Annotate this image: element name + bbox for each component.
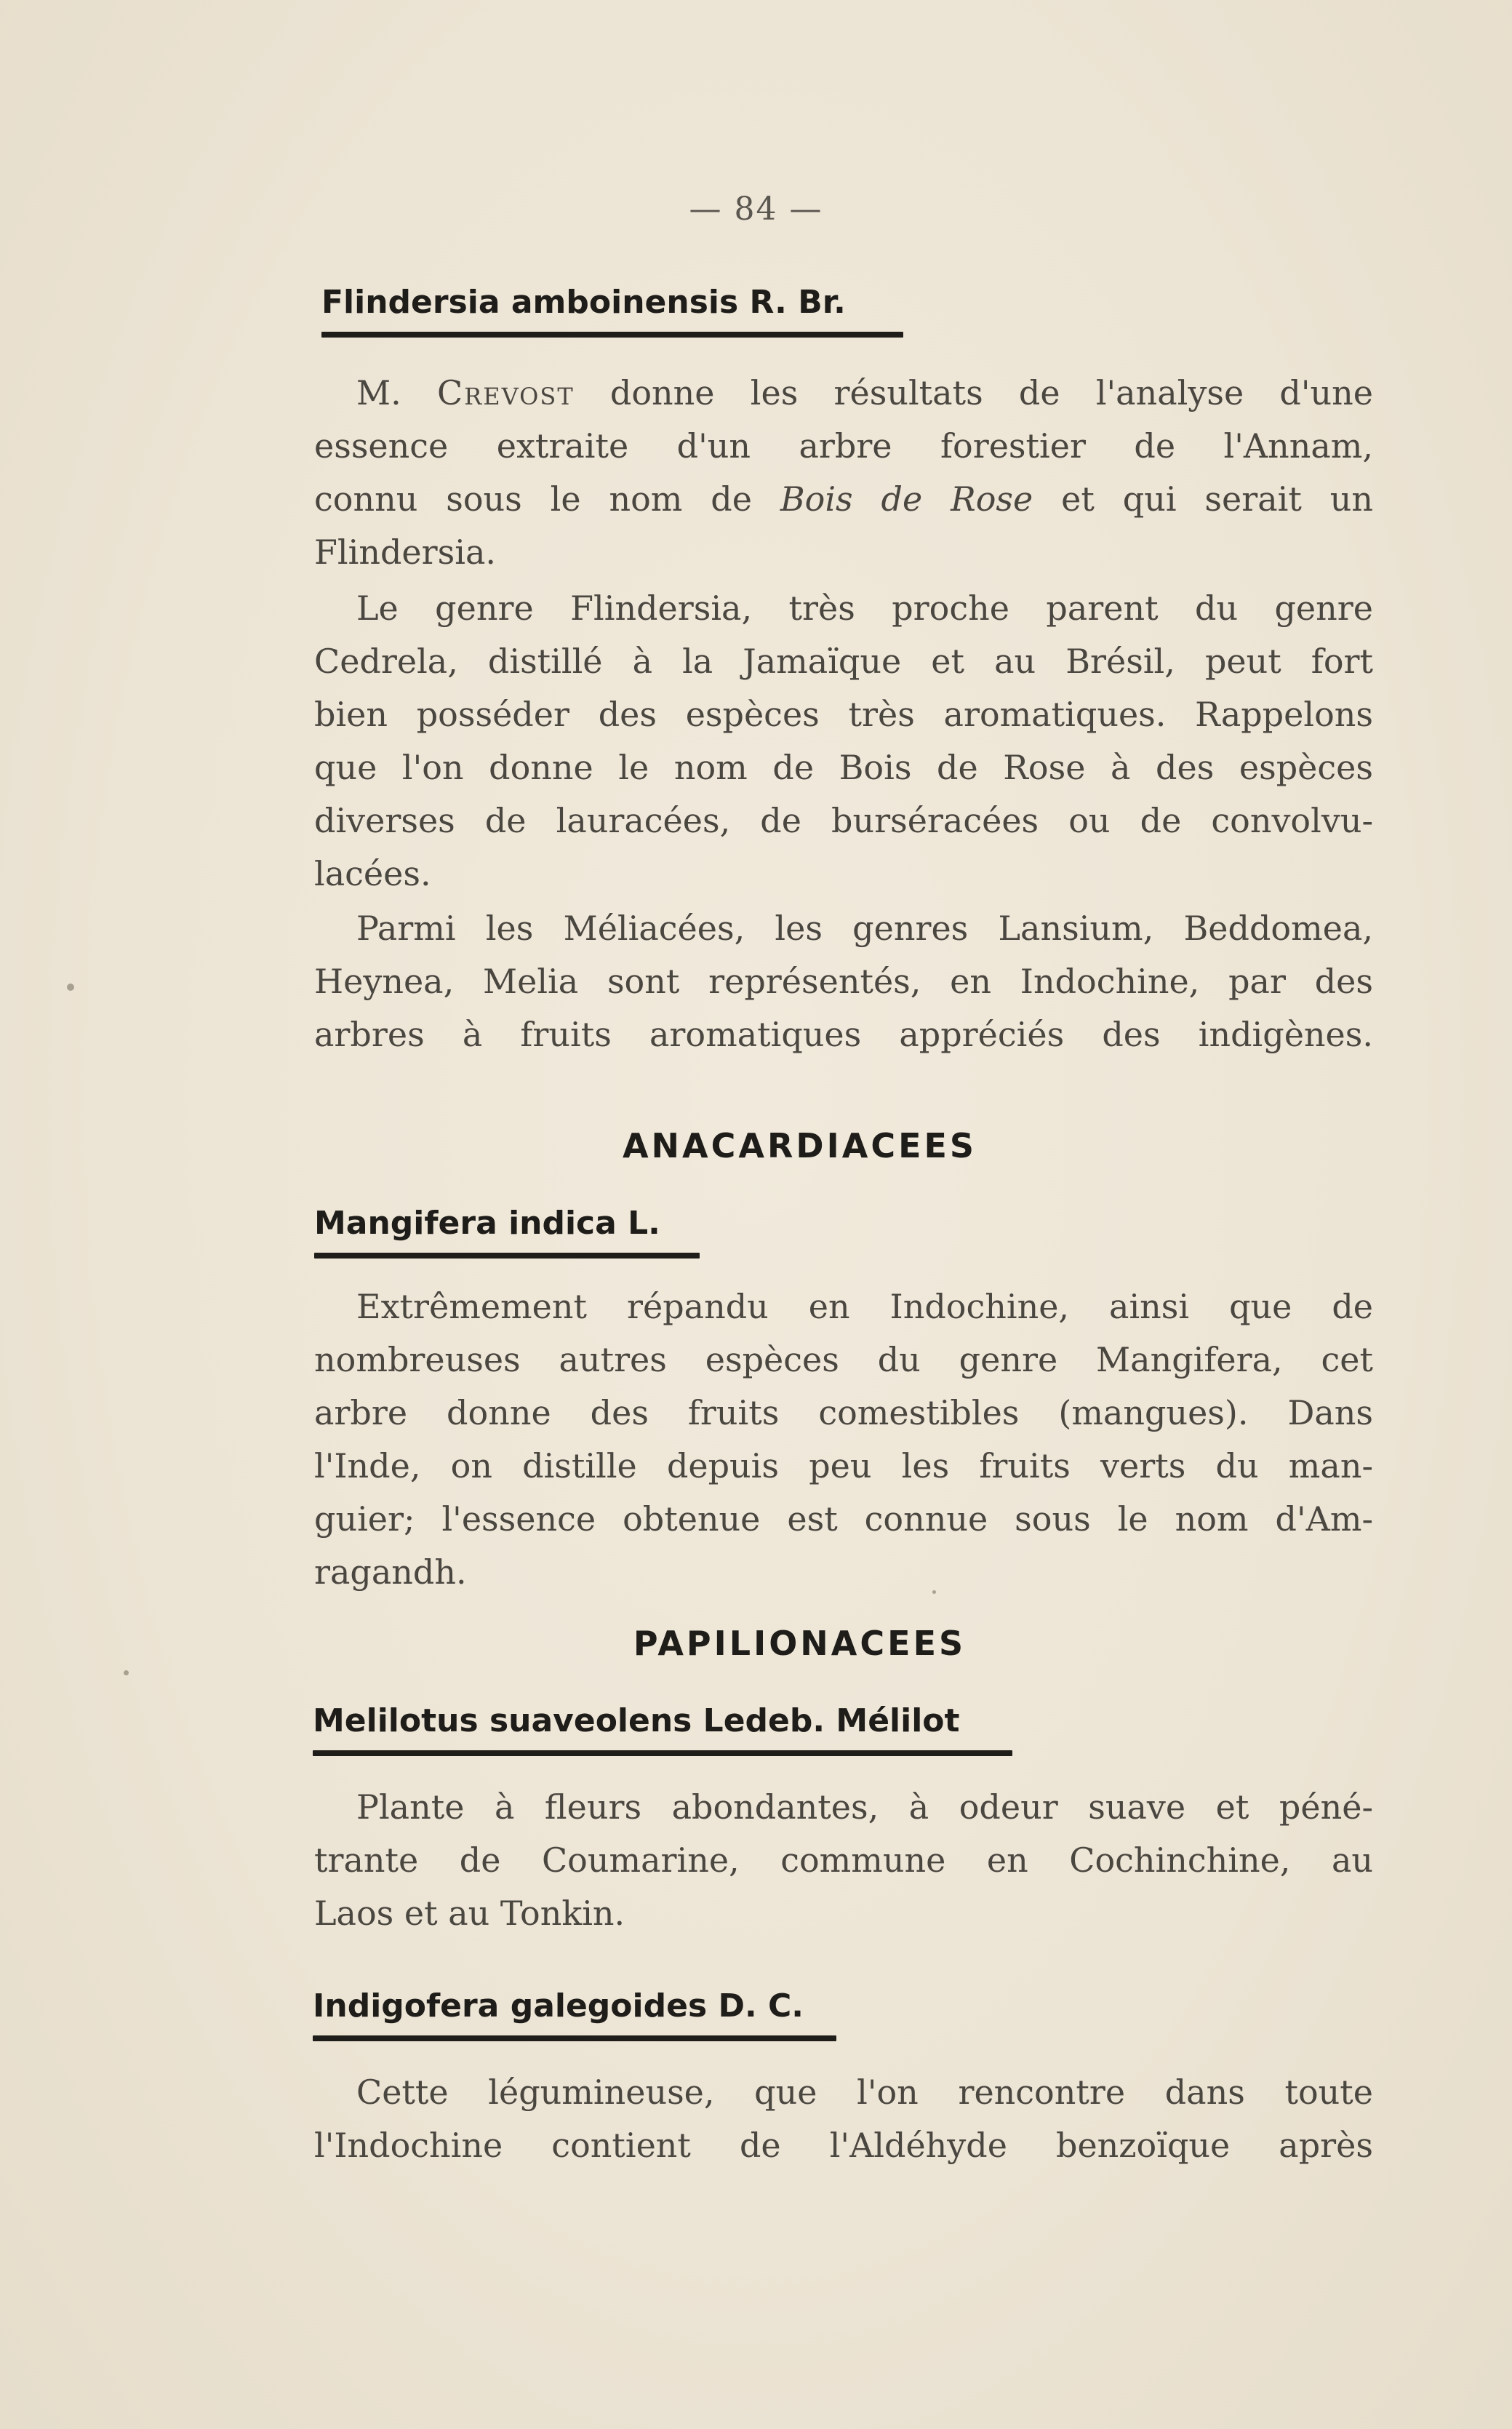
- text-line: connu sous le nom de Bois de Rose et qui serait un: [314, 479, 1373, 519]
- paper-speck: [932, 1590, 936, 1594]
- heading-underline: [321, 332, 903, 338]
- heading-underline: [313, 1750, 1012, 1756]
- paragraph-meliacees: [314, 902, 1373, 1061]
- heading-underline: [314, 1253, 700, 1259]
- text-line: Flindersia.: [314, 533, 496, 572]
- entry-heading-melilotus: Melilotus suaveolens Ledeb. Mélilot: [313, 1702, 960, 1739]
- text-line: diverses de lauracées, de burséracées ou de convolvu-: [314, 801, 1373, 840]
- section-title-papilionacees: PAPILIONACEES: [633, 1624, 967, 1663]
- text-line: Parmi les Méliacées, les genres Lansium, Beddomea,: [356, 909, 1373, 948]
- entry-heading-mangifera: Mangifera indica L.: [314, 1205, 660, 1242]
- text-line: essence extraite d'un arbre forestier de l'Annam,: [314, 426, 1373, 466]
- text-line: que l'on donne le nom de Bois de Rose à des espèces: [314, 748, 1373, 787]
- text-line: arbre donne des fruits comestibles (mangues). Dans: [314, 1393, 1373, 1432]
- text-line: l'Indochine contient de l'Aldéhyde benzoïque après: [314, 2126, 1373, 2165]
- text-line: Cedrela, distillé à la Jamaïque et au Brésil, peut fort: [314, 642, 1373, 681]
- text-line: Plante à fleurs abondantes, à odeur suave et péné-: [356, 1787, 1373, 1827]
- text-line: Cette légumineuse, que l'on rencontre dans toute: [356, 2073, 1373, 2112]
- entry-heading-indigofera: Indigofera galegoides D. C.: [313, 1987, 804, 2025]
- paper-speck: [124, 1670, 129, 1675]
- paragraph-melilotus: [314, 1781, 1373, 1940]
- italic-phrase: Bois de Rose: [780, 479, 1033, 519]
- text-line: Laos et au Tonkin.: [314, 1894, 625, 1933]
- text-line: guier; l'essence obtenue est connue sous le nom d'Am-: [314, 1499, 1373, 1539]
- text-line: arbres à fruits aromatiques appréciés des indigènes.: [314, 1015, 1373, 1054]
- paragraph-genre-flindersia: [314, 582, 1373, 901]
- text-line: trante de Coumarine, commune en Cochinchine, au: [314, 1840, 1373, 1880]
- paper-speck: [67, 984, 74, 991]
- text-line: M. Crevost donne les résultats de l'analyse d'une: [356, 373, 1373, 412]
- paragraph-crevost: [314, 367, 1373, 579]
- entry-heading-flindersia: Flindersia amboinensis R. Br.: [321, 284, 846, 321]
- text-line: ragandh.: [314, 1552, 467, 1592]
- section-title-anacardiacees: ANACARDIACEES: [622, 1126, 977, 1165]
- text-line: Heynea, Melia sont représentés, en Indochine, par des: [314, 962, 1373, 1001]
- paragraph-indigofera: [314, 2066, 1373, 2172]
- text-line: Extrêmement répandu en Indochine, ainsi que de: [356, 1287, 1373, 1326]
- author-name: Crevost: [436, 373, 575, 412]
- text-line: Le genre Flindersia, très proche parent du genre: [356, 589, 1373, 628]
- text-line: lacées.: [314, 854, 431, 893]
- text-line: bien posséder des espèces très aromatiques. Rappelons: [314, 695, 1373, 734]
- page-number: — 84 —: [689, 191, 823, 228]
- text-line: nombreuses autres espèces du genre Mangifera, cet: [314, 1340, 1373, 1379]
- heading-underline: [313, 2035, 836, 2041]
- text-line: l'Inde, on distille depuis peu les fruits verts du man-: [314, 1446, 1373, 1485]
- paragraph-mangifera: [314, 1280, 1373, 1599]
